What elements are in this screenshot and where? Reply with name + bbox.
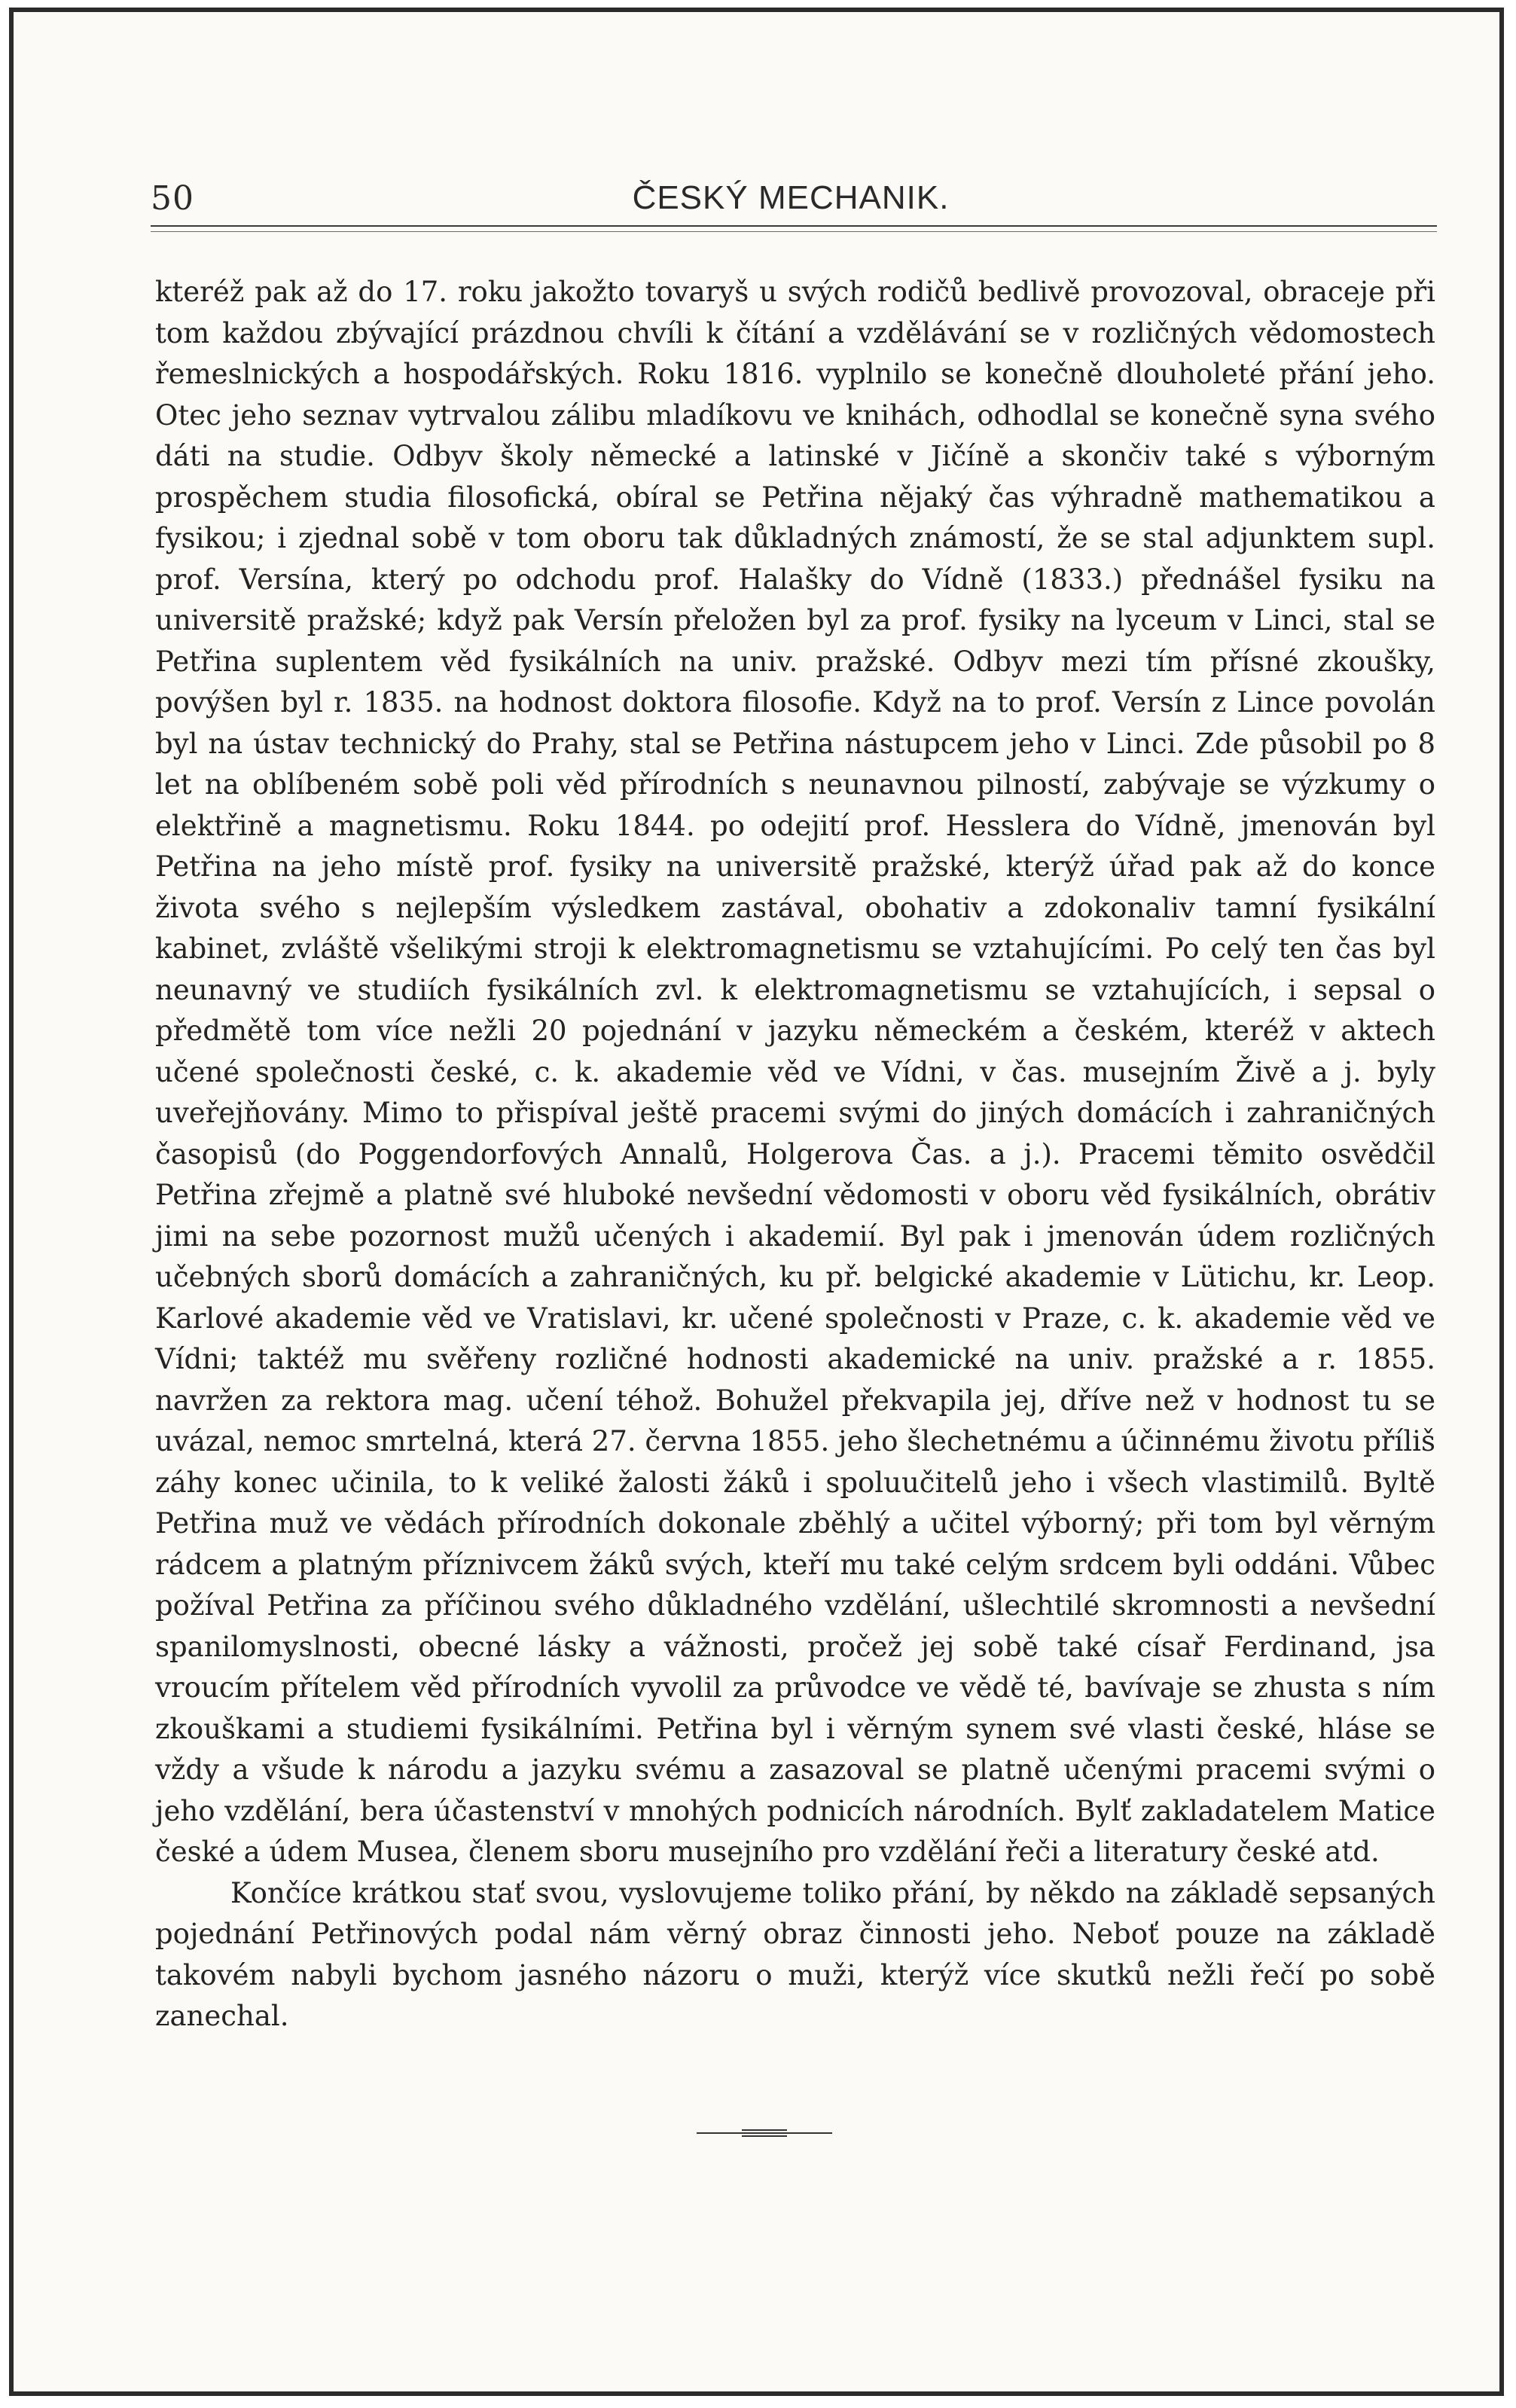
ornament-center <box>742 2129 787 2137</box>
paragraph: Končíce krátkou stať svou, vyslovujeme toliko přání, by někdo na základě sepsaných pojednání Petřinových podal nám věrný obraz činnosti jeho. Neboť pouze na základě takovém nabyli bychom jasného názoru o muži, kterýž více skutků nežli řečí po sobě zanechal. <box>155 1876 1435 2032</box>
page-header <box>151 176 1431 221</box>
body-text <box>155 272 1435 2037</box>
page-number: 50 <box>151 179 194 218</box>
header-rule-thin <box>151 231 1437 232</box>
paragraph: kteréž pak až do 17. roku jakožto tovaryš u svých rodičů bedlivě provozoval, obraceje při tom každou zbývající prázdnou chvíli k čítání a vzdělávání se v rozličných vědomostech řemeslnických a hospodářských. Roku 1816. vyplnilo se konečně dlouholeté přání jeho. Otec jeho seznav vytrvalou zálibu mladíkovu ve knihách, odhodlal se konečně syna svého dáti na studie. Odbyv školy německé a latinské v Jičíně a skončiv také s výborným prospěchem studia filosofická, obíral se Petřina nějaký čas výhradně mathematikou a fysikou; i zjednal sobě v tom oboru tak důkladných známostí, že se stal adjunktem supl. prof. Versína, který po odchodu prof. Halašky do Vídně (1833.) přednášel fysiku na universitě pražské; když pak Versín přeložen byl za prof. fysiky na lyceum v Linci, stal se Petřina suplentem věd fysikálních na univ. pražské. Odbyv mezi tím přísné zkoušky, povýšen byl r. 1835. na hodnost doktora filosofie. Když na to prof. Versín z Lince povolán byl na ústav technický do Prahy, stal se Petřina nástupcem jeho v Linci. Zde působil po 8 let na oblíbeném sobě poli věd přírodních s neunavnou pilností, zabývaje se výzkumy o elektřině a magnetismu. Roku 1844. po odejití prof. Hesslera do Vídně, jmenován byl Petřina na jeho místě prof. fysiky na universitě pražské, kterýž úřad pak až do konce života svého s nejlepším výsledkem zastával, obohativ a zdokonaliv tamní fysikální kabinet, zvláště všelikými stroji k elektromagnetismu se vztahujícími. Po celý ten čas byl neunavný ve studiích fysikálních zvl. k elektromagnetismu se vztahujících, i sepsal o předmětě tom více nežli 20 pojednání v jazyku německém a českém, kteréž v aktech učené společnosti české, c. k. akademie věd ve Vídni, v čas. musejním Živě a j. byly uveřejňovány. Mimo to přispíval ještě pracemi svými do jiných domácích i zahraničných časopisů (do Poggendorfových Annalů, Holgerova Čas. a j.). Pracemi těmito osvědčil Petřina zřejmě a platně své hluboké nevšední vědomosti v oboru věd fysikálních, obrátiv jimi na sebe pozornost mužů učených i akademií. Byl pak i jmenován údem rozličných učebných sborů domácích a zahraničných, ku př. belgické akademie v Lütichu, kr. Leop. Karlové akademie věd ve Vratislavi, kr. učené společnosti v Praze, c. k. akademie věd ve Vídni; taktéž mu svěřeny rozličné hodnosti akademické na univ. pražské a r. 1855. navržen za rektora mag. učení téhož. Bohužel překvapila jej, dříve než v hodnost tu se uvázal, nemoc smrtelná, která 27. června 1855. jeho šlechetnému a účinnému životu příliš záhy konec učinila, to k veliké žalosti žáků i spoluučitelů jeho i všech vlastimilů. Byltě Petřina muž ve vědách přírodních dokonale zběhlý a učitel výborný; při tom byl věrným rádcem a platným příznivcem žáků svých, kteří mu také celým srdcem byli oddáni. Vůbec požíval Petřina za příčinou svého důkladného vzdělání, ušlechtilé skromnosti a nevšední spanilomyslnosti, obecné lásky a vážnosti, pročež jej sobě také císař Ferdinand, jsa vroucím přítelem věd přírodních vyvolil za průvodce ve vědě té, bavívaje se zhusta s ním zkouškami a studiemi fysikálními. Petřina byl i věrným synem své vlasti české, hlásе se vždy a všude k národu a jazyku svému a zasazoval se platně učenými pracemi svými o jeho vzdělání, bera účastenství v mnohých podnicích národních. Bylť zakladatelem Matice české a údem Musea, členem sboru musejního pro vzdělání řeči a literatury české atd. <box>155 276 1435 1868</box>
running-title: ČESKÝ MECHANIK. <box>632 179 950 216</box>
header-rule <box>151 225 1437 227</box>
end-ornament-rule <box>697 2129 832 2137</box>
